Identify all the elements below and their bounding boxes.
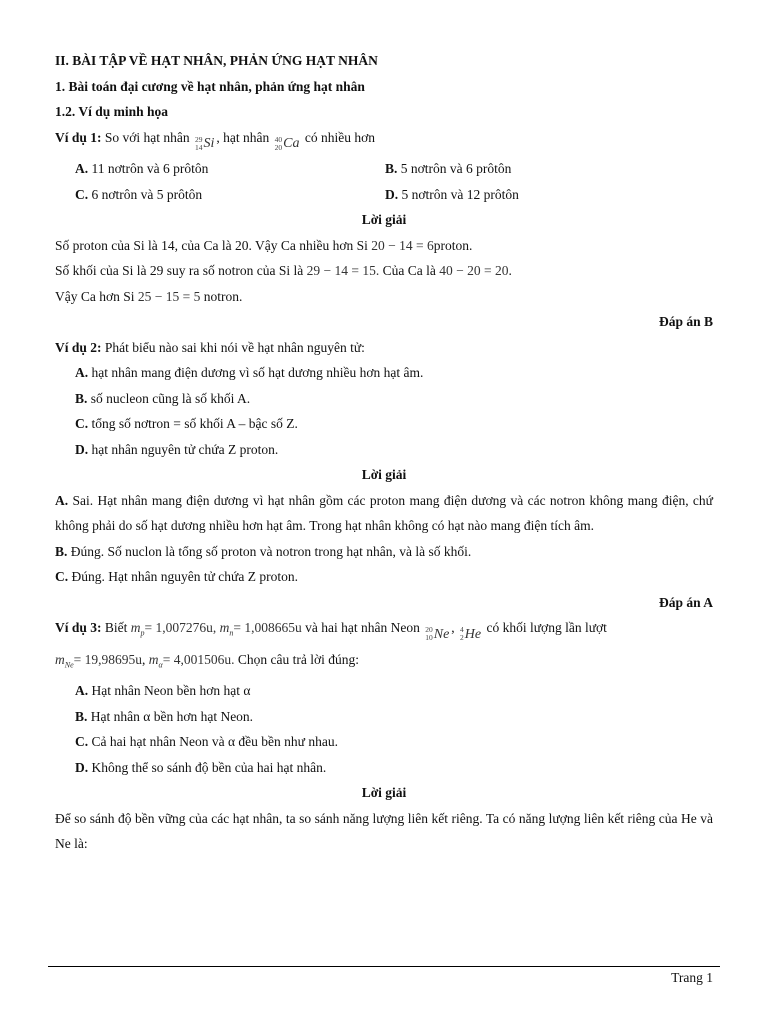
solution-heading-3: Lời giải	[361, 785, 407, 801]
solution-2-c: C. Đúng. Hạt nhân nguyên tử chứa Z proton.	[55, 569, 298, 585]
example-1-options-row1	[55, 156, 713, 182]
solution-2-b: B. Đúng. Số nuclon là tổng số proton và notron trong hạt nhân, và là số khối.	[55, 543, 472, 559]
footer-divider	[48, 966, 720, 967]
isotope-ca: 40 20 Ca	[274, 134, 300, 152]
solution-3: Để so sánh độ bền vững của các hạt nhân, ta so sánh năng lượng liên kết riêng. Ta có năng lượng liên kết riêng của He và Ne là:	[55, 810, 713, 852]
isotope-si: 29 14 Si	[195, 134, 215, 152]
solution-heading-2: Lời giải	[361, 467, 407, 483]
example-2-option-a: A. hạt nhân mang điện dương vì số hạt dương nhiều hơn hạt âm.	[75, 365, 424, 381]
section-title: II. BÀI TẬP VỀ HẠT NHÂN, PHẢN ỨNG HẠT NHÂN	[55, 53, 378, 68]
solution-1-line-3: Vậy Ca hơn Si 25 − 15 = 5 notron.	[55, 288, 243, 304]
example-3-option-c: C. Cả hai hạt nhân Neon và α đều bền như nhau.	[75, 734, 338, 750]
option-b: B. 5 nơtrôn và 6 prôtôn	[385, 161, 512, 177]
example-3-question-line-1: Ví dụ 3: Biết $m_p= 1,007276u$, $m_n= 1,008665u$ và hai hạt nhân Neon 20 10 Ne , 4 2 He có khối lượng lần lượt	[55, 615, 713, 647]
page-number: Trang 1	[671, 970, 713, 985]
subsection-title: 1. Bài toán đại cương về hạt nhân, phản ứng hạt nhân	[55, 78, 365, 94]
solution-1-line-1: Số proton của Si là 14, của Ca là 20. Vậy Ca nhiều hơn Si 20 − 14 = 6proton.	[55, 237, 473, 253]
example-2-question: Ví dụ 2: Phát biểu nào sai khi nói về hạt nhân nguyên tử:	[55, 339, 365, 355]
example-1-question: Ví dụ 1: So với hạt nhân 29 14 Si , hạt nhân 40 20 Ca có nhiều hơn	[55, 125, 713, 157]
subsection-title-examples: 1.2. Ví dụ minh họa	[55, 104, 169, 119]
option-d: D. 5 nơtrôn và 12 prôtôn	[385, 186, 519, 202]
example-1-options-row2	[55, 182, 713, 208]
isotope-he: 4 2 He	[460, 625, 482, 643]
solution-heading-1: Lời giải	[361, 212, 407, 228]
solution-2-a: A. Sai. Hạt nhân mang điện dương vì hạt nhân gồm các proton mang điện dương và các notron không mang điện, chứ không phải do số hạt dương nhiều hơn hạt âm. Trong hạt nhân không có hạt nào mang điện tích âm.	[55, 492, 713, 534]
example-3-option-b: B. Hạt nhân α bền hơn hạt Neon.	[75, 708, 254, 724]
example-3-question-line-2: $m_{Ne}= 19,98695u$, $m_\alpha= 4,001506u$. Chọn câu trả lời đúng:	[55, 652, 359, 670]
example-3-option-d: D. Không thể so sánh độ bền của hai hạt nhân.	[75, 759, 327, 775]
isotope-ne: 20 10 Ne	[425, 625, 450, 643]
answer-1: Đáp án B	[658, 314, 713, 330]
document-page	[55, 48, 713, 857]
solution-1-line-2: Số khối của Si là 29 suy ra số notron của Si là 29 − 14 = 15. Của Ca là 40 − 20 = 20.	[55, 263, 512, 279]
mass-proton: $m_p= 1,007276u$, $m_n= 1,008665u$	[130, 620, 302, 638]
option-a: A. 11 nơtrôn và 6 prôtôn	[75, 161, 209, 177]
example-2-option-d: D. hạt nhân nguyên tử chứa Z proton.	[75, 441, 279, 457]
mass-neon: $m_{Ne}= 19,98695u$	[55, 652, 143, 670]
option-c: C. 6 nơtrôn và 5 prôtôn	[75, 186, 203, 202]
example-3-option-a: A. Hạt nhân Neon bền hơn hạt α	[75, 683, 251, 699]
mass-alpha: $m_\alpha= 4,001506u$.	[148, 652, 235, 670]
example-2-option-b: B. số nucleon cũng là số khối A.	[75, 390, 251, 406]
answer-2: Đáp án A	[658, 594, 713, 610]
example-2-option-c: C. tổng số nơtron = số khối A – bậc số Z.	[75, 416, 298, 432]
